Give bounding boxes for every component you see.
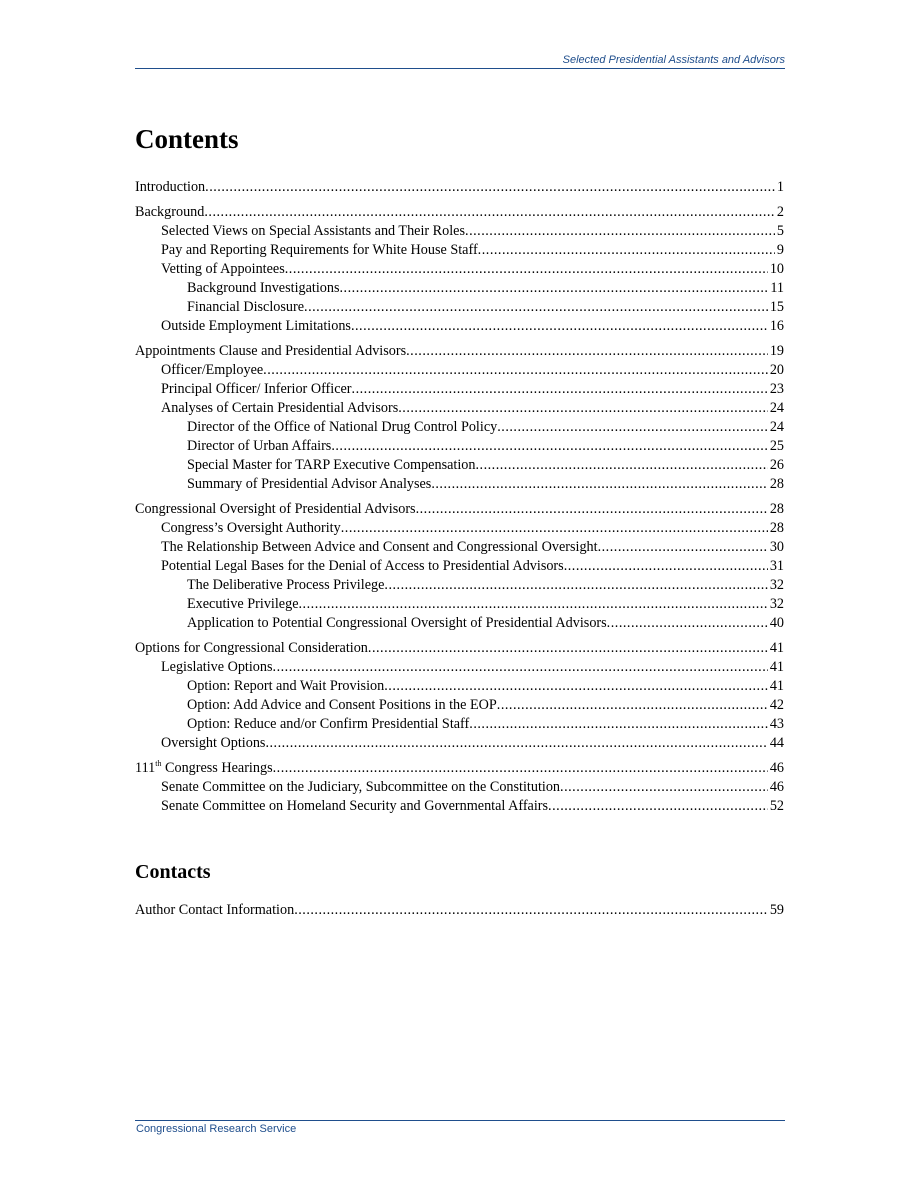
toc-entry-title: Selected Views on Special Assistants and Their Roles [161,223,466,239]
toc-page-number: 16 [769,318,784,334]
toc-entry-title: Summary of Presidential Advisor Analyses [187,476,432,492]
toc-dot-leader [265,734,767,753]
toc-dot-leader [416,500,768,519]
toc-entry-title-superscript: th [155,759,162,768]
toc-entry-title: Author Contact Information [135,902,295,918]
toc-entry-title: Option: Report and Wait Provision [187,678,385,694]
toc-page-number: 23 [769,381,784,397]
toc-page-number: 59 [769,902,784,918]
toc-entry[interactable] [135,241,784,260]
toc-page-number: 32 [769,577,784,593]
toc-dot-leader [263,361,768,380]
toc-dot-leader [384,576,767,595]
toc-entry[interactable] [135,317,784,336]
contacts-list [135,901,784,920]
toc-page-number: 42 [769,697,784,713]
toc-entry[interactable] [135,456,784,475]
toc-entry-title-prefix: 111 [135,760,156,776]
toc-entry-title: Financial Disclosure [187,299,305,315]
toc-dot-leader [465,222,775,241]
toc-entry-title: Congressional Oversight of Presidential Advisors [135,501,416,517]
toc-dot-leader [352,380,768,399]
contacts-heading: Contacts [135,861,211,883]
toc-entry[interactable] [135,500,784,519]
toc-entry[interactable] [135,576,784,595]
toc-entry[interactable] [135,759,784,778]
toc-dot-leader [273,658,768,677]
toc-entry[interactable] [135,696,784,715]
toc-entry-title: Vetting of Appointees [161,261,285,277]
toc-entry-title [135,759,273,778]
toc-dot-leader [299,595,768,614]
toc-entry[interactable] [135,475,784,494]
toc-dot-leader [431,475,767,494]
toc-page-number: 19 [769,343,784,359]
toc-entry-title: Legislative Options [161,659,273,675]
toc-dot-leader [598,538,768,557]
toc-dot-leader [384,677,768,696]
footer-rule [135,1120,785,1121]
toc-page-number: 10 [769,261,784,277]
toc-dot-leader [406,342,768,361]
toc-dot-leader [273,759,768,778]
toc-entry-title: Potential Legal Bases for the Denial of Access to Presidential Advisors [161,558,564,574]
toc-entry[interactable] [135,557,784,576]
toc-entry-title: Pay and Reporting Requirements for White House Staff [161,242,478,258]
toc-page-number: 2 [776,204,784,220]
running-header: Selected Presidential Assistants and Advisors [562,54,785,66]
toc-entry-title: Background [135,204,205,220]
toc-dot-leader [475,456,767,475]
toc-entry-title: Option: Reduce and/or Confirm Presidential Staff [187,716,470,732]
toc-page-number: 1 [776,179,784,195]
toc-dot-leader [205,178,775,197]
toc-entry[interactable] [135,418,784,437]
toc-entry[interactable] [135,399,784,418]
toc-entry-title: Options for Congressional Consideration [135,640,368,656]
toc-dot-leader [607,614,768,633]
toc-entry-title: Analyses of Certain Presidential Advisors [161,400,399,416]
toc-page-number: 31 [769,558,784,574]
toc-page-number: 28 [769,520,784,536]
toc-entry-title: Outside Employment Limitations [161,318,351,334]
toc-entry[interactable] [135,677,784,696]
toc-entry-title: Introduction [135,179,206,195]
toc-dot-leader [341,519,768,538]
toc-entry[interactable] [135,658,784,677]
toc-dot-leader [340,279,769,298]
toc-dot-leader [331,437,767,456]
toc-entry[interactable] [135,260,784,279]
toc-entry-title: Officer/Employee [161,362,264,378]
toc-page-number: 40 [769,615,784,631]
toc-page-number: 44 [769,735,784,751]
toc-page-number: 32 [769,596,784,612]
toc-page-number: 11 [770,280,784,296]
toc-page-number: 26 [769,457,784,473]
toc-page-number: 30 [769,539,784,555]
toc-entry-title: Appointments Clause and Presidential Advisors [135,343,407,359]
toc-entry-title: Background Investigations [187,280,340,296]
toc-page-number: 41 [769,659,784,675]
toc-page-number: 52 [769,798,784,814]
toc-dot-leader [560,778,768,797]
toc-dot-leader [478,241,775,260]
toc-entry-title: Oversight Options [161,735,266,751]
toc-dot-leader [351,317,768,336]
toc-entry[interactable] [135,437,784,456]
toc-page-number: 15 [769,299,784,315]
toc-entry[interactable] [135,298,784,317]
toc-page-number: 20 [769,362,784,378]
toc-entry-title: Application to Potential Congressional Oversight of Presidential Advisors [187,615,607,631]
toc-page-number: 46 [769,760,784,776]
toc-page-number: 25 [769,438,784,454]
toc-entry-title: The Deliberative Process Privilege [187,577,385,593]
toc-entry-title: Senate Committee on Homeland Security and Governmental Affairs [161,798,549,814]
toc-page-number: 28 [769,501,784,517]
toc-entry[interactable] [135,279,784,298]
toc-dot-leader [368,639,768,658]
table-of-contents [135,178,784,816]
toc-page-number: 41 [769,678,784,694]
toc-dot-leader [204,203,775,222]
toc-dot-leader [304,298,768,317]
toc-page-number: 41 [769,640,784,656]
toc-entry-title: Special Master for TARP Executive Compensation [187,457,476,473]
toc-entry-title: Executive Privilege [187,596,299,612]
toc-page-number: 24 [769,400,784,416]
toc-dot-leader [285,260,768,279]
toc-dot-leader [564,557,768,576]
toc-entry[interactable] [135,222,784,241]
toc-entry[interactable] [135,361,784,380]
footer-organization: Congressional Research Service [136,1123,297,1135]
toc-entry[interactable] [135,734,784,753]
toc-dot-leader [469,715,768,734]
toc-entry[interactable] [135,901,784,920]
toc-entry[interactable] [135,380,784,399]
toc-page-number: 46 [769,779,784,795]
toc-entry[interactable] [135,342,784,361]
toc-page-number: 9 [776,242,784,258]
toc-entry[interactable] [135,538,784,557]
toc-entry-title: The Relationship Between Advice and Consent and Congressional Oversight [161,539,598,555]
toc-entry[interactable] [135,778,784,797]
toc-entry[interactable] [135,519,784,538]
toc-dot-leader [497,418,768,437]
toc-dot-leader [548,797,768,816]
toc-entry[interactable] [135,595,784,614]
toc-entry[interactable] [135,639,784,658]
toc-page-number: 5 [776,223,784,239]
toc-entry-title: Director of the Office of National Drug Control Policy [187,419,498,435]
header-rule [135,68,785,69]
toc-entry-title: Senate Committee on the Judiciary, Subcommittee on the Constitution [161,779,561,795]
toc-dot-leader [497,696,768,715]
toc-entry[interactable] [135,178,784,197]
toc-entry[interactable] [135,614,784,633]
toc-entry[interactable] [135,203,784,222]
toc-entry[interactable] [135,797,784,816]
toc-page-number: 28 [769,476,784,492]
toc-entry-title: Option: Add Advice and Consent Positions in the EOP [187,697,497,713]
toc-entry[interactable] [135,715,784,734]
toc-entry-title: Director of Urban Affairs [187,438,332,454]
toc-dot-leader [294,901,768,920]
toc-page-number: 24 [769,419,784,435]
toc-entry-title: Congress’s Oversight Authority [161,520,341,536]
toc-entry-title: Principal Officer/ Inferior Officer [161,381,352,397]
toc-dot-leader [398,399,768,418]
toc-entry-title-text: Congress Hearings [161,760,273,776]
toc-page-number: 43 [769,716,784,732]
contents-heading: Contents [135,124,239,154]
